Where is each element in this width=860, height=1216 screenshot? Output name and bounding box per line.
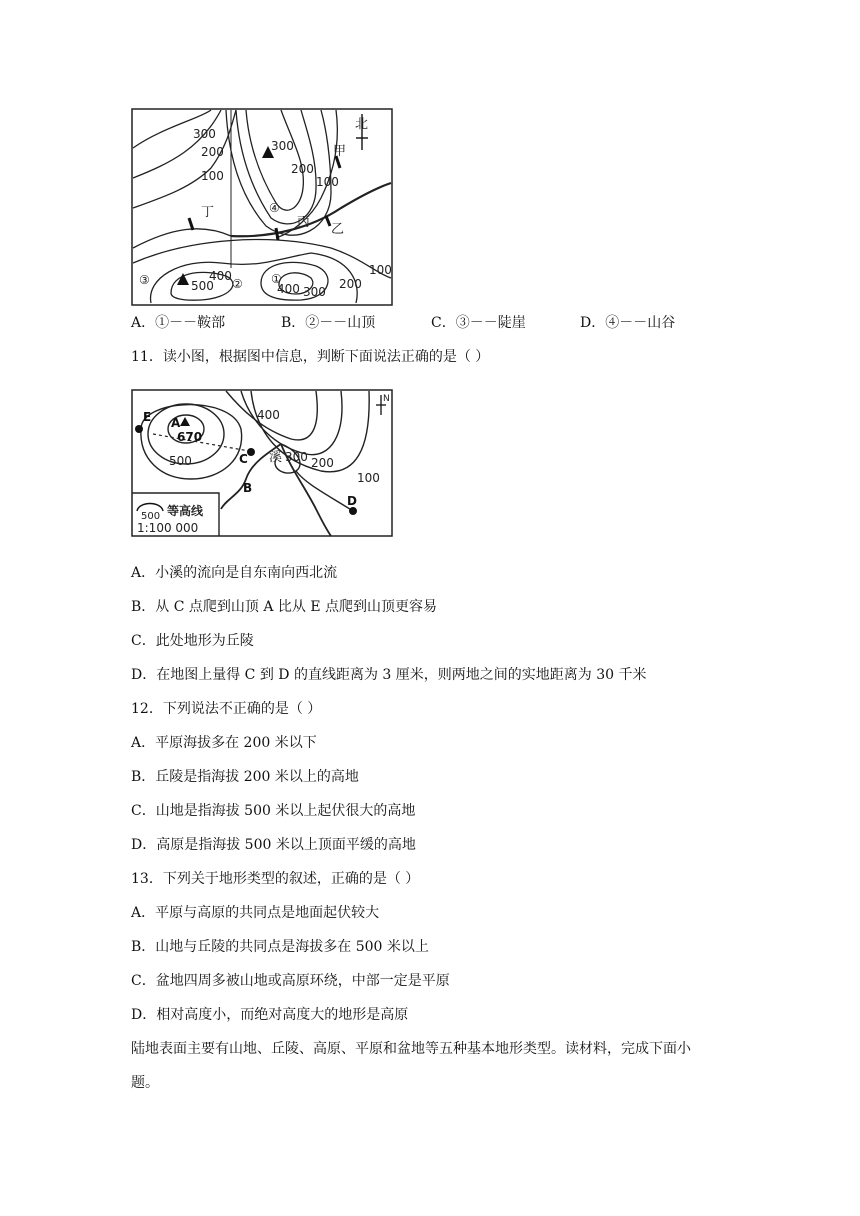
point-label: ① [271,272,282,286]
option-d[interactable]: D．④－－山谷 [580,315,676,331]
point-label: 甲 [333,144,347,159]
contour-label: 200 [339,277,362,291]
peak-icon [180,417,190,426]
contour-label: 500 [191,279,214,293]
question-12-stem: 12．下列说法不正确的是（ ） [131,701,322,717]
point-label: 丙 [297,215,311,230]
contour-label: 200 [311,456,334,470]
material-text-line-1: 陆地表面主要有山地、丘陵、高原、平原和盆地等五种基本地形类型。读材料，完成下面小 [131,1041,691,1057]
option-b[interactable]: B．②－－山顶 [281,315,376,331]
q13-option-b[interactable]: B．山地与丘陵的共同点是海拔多在 500 米以上 [131,939,429,955]
peak-value: 670 [177,430,203,444]
contour-map-2 [131,389,393,537]
contour-label: 400 [257,408,280,422]
q12-option-c[interactable]: C．山地是指海拔 500 米以上起伏很大的高地 [131,803,416,819]
material-text-line-2: 题。 [131,1075,159,1091]
contour-label: 400 [277,282,300,296]
contour-label: 500 [169,454,192,468]
q12-option-d[interactable]: D．高原是指海拔 500 米以上顶面平缓的高地 [131,837,416,853]
contour-label: 100 [201,169,224,183]
contour-label: 300 [303,285,326,299]
point-label: ② [232,277,243,291]
point-label: C [239,452,248,466]
option-c[interactable]: C．③－－陡崖 [431,315,526,331]
north-label: N [383,394,390,404]
contour-label: 100 [316,175,339,189]
legend-text: 等高线 [167,504,204,518]
scale-label: 1:100 000 [137,521,199,535]
q13-option-c[interactable]: C．盆地四周多被山地或高原环绕，中部一定是平原 [131,973,450,989]
point-label: E [143,410,152,424]
contour-label: 100 [357,471,380,485]
legend-value: 500 [141,511,161,522]
q12-option-a[interactable]: A．平原海拔多在 200 米以下 [131,735,317,751]
q13-option-d[interactable]: D．相对高度小，而绝对高度大的地形是高原 [131,1007,409,1023]
point-label: ③ [139,273,150,287]
peak-label: A [171,416,181,430]
contour-label: 300 [271,139,294,153]
point-label: ④ [269,201,280,215]
q11-option-b[interactable]: B．从 C 点爬到山顶 A 比从 E 点爬到山顶更容易 [131,599,438,615]
option-a[interactable]: A．①－－鞍部 [131,315,226,331]
contour-label: 200 [291,162,314,176]
contour-label: 200 [201,145,224,159]
legend [137,503,204,535]
question-11-stem: 11．读小图，根据图中信息，判断下面说法正确的是（ ） [131,349,490,365]
q11-option-c[interactable]: C．此处地形为丘陵 [131,633,254,649]
contour-label: 300 [285,450,308,464]
north-label: 北 [355,117,369,132]
question-13-stem: 13．下列关于地形类型的叙述，正确的是（ ） [131,871,420,887]
contour-label: 300 [193,127,216,141]
point-label: D [347,494,357,508]
q12-option-b[interactable]: B．丘陵是指海拔 200 米以上的高地 [131,769,359,785]
point-label: B [243,481,253,495]
point-label: 丁 [201,205,215,220]
q11-option-a[interactable]: A．小溪的流向是自东南向西北流 [131,565,338,581]
stream-label: 溪 [269,450,283,465]
contour-map-1 [131,108,393,306]
q13-option-a[interactable]: A．平原与高原的共同点是地面起伏较大 [131,905,380,921]
point-label: 乙 [331,222,345,237]
q11-option-d[interactable]: D．在地图上量得 C 到 D 的直线距离为 3 厘米，则两地之间的实地距离为 30 千米 [131,667,647,683]
contour-label: 400 [209,269,232,283]
contour-label: 100 [369,263,392,277]
